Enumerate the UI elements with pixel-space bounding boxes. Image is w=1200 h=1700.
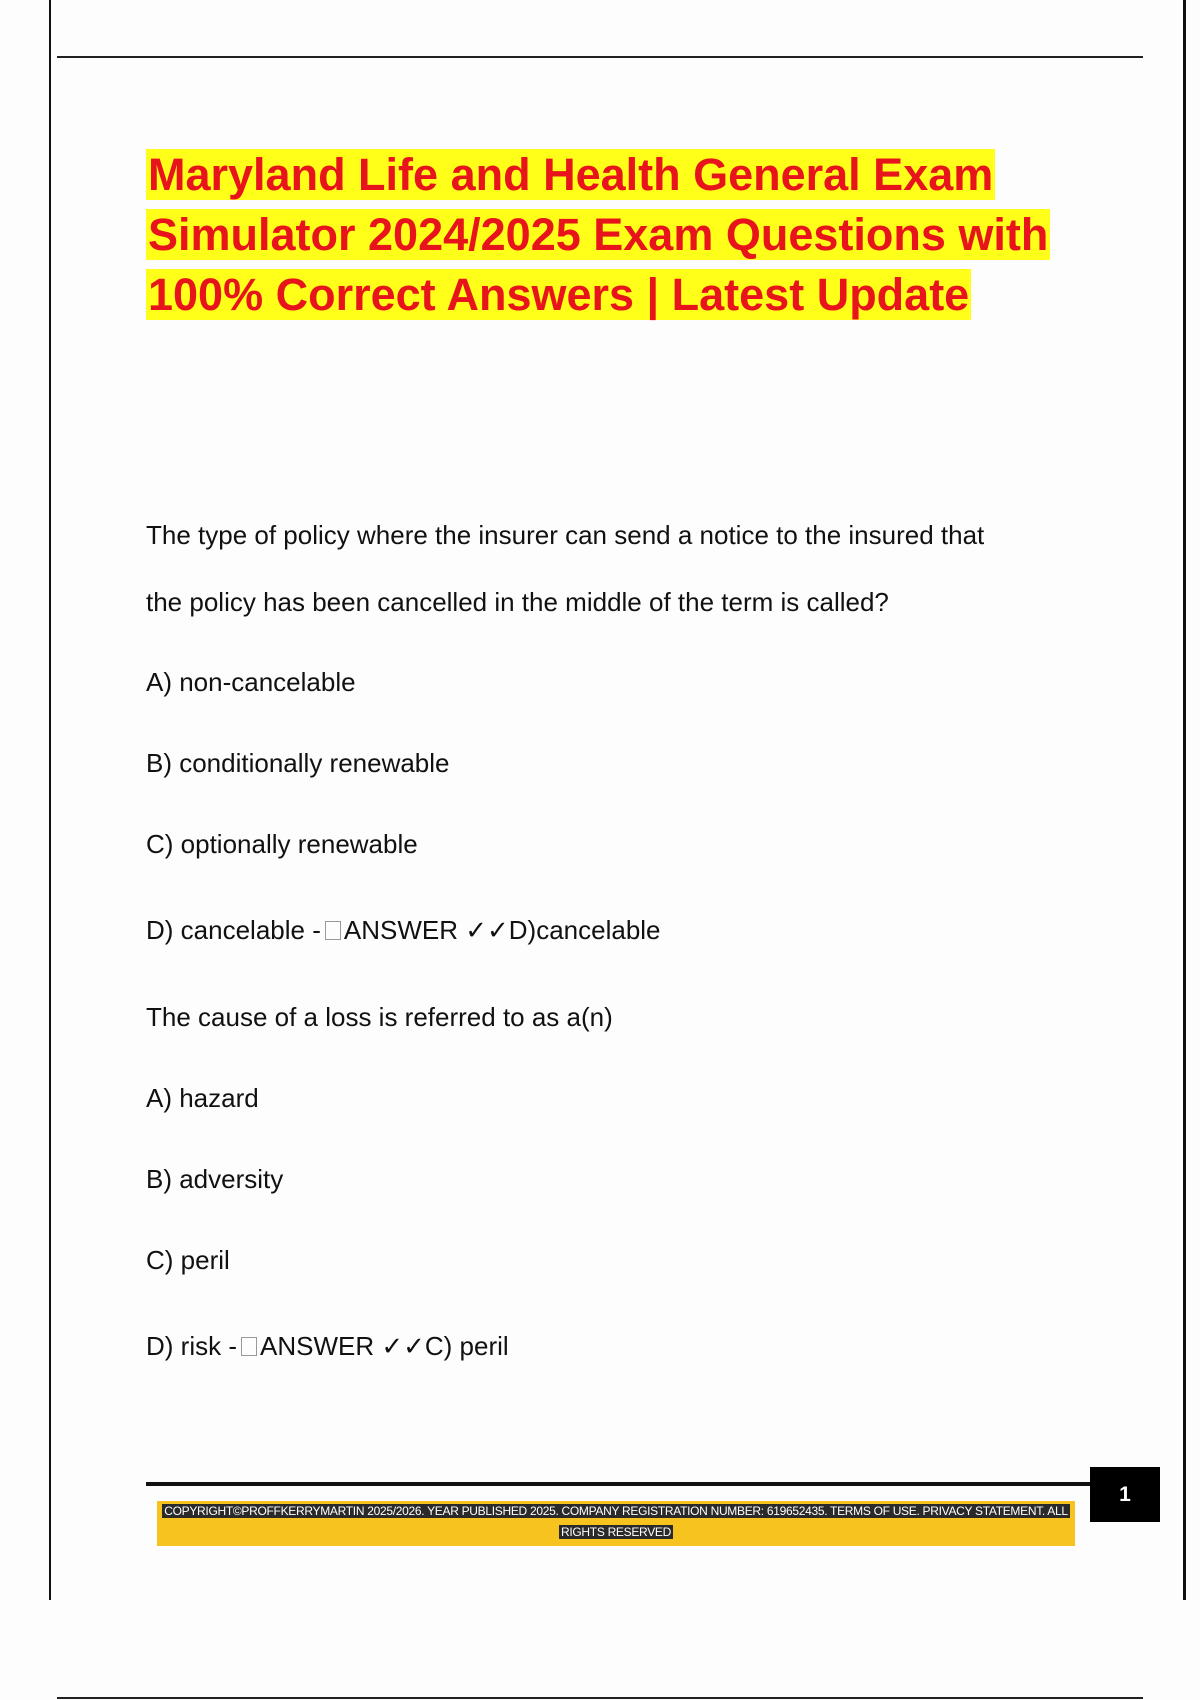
question-1-option-c: C) optionally renewable	[146, 829, 418, 859]
page-border-right	[1183, 0, 1186, 1600]
question-2-text: The cause of a loss is referred to as a(n)	[146, 1002, 613, 1032]
question-2-option-a: A) hazard	[146, 1083, 259, 1113]
page-number: 1	[1090, 1467, 1160, 1522]
question-2-option-d	[146, 1331, 1086, 1418]
question-block-2	[146, 1002, 1086, 1418]
document-title	[146, 145, 1086, 325]
document-title-text: Maryland Life and Health General Exam Simulator 2024/2025 Exam Questions with 100% Correct Answers | Latest Update	[148, 149, 1049, 320]
question-1-line-1: The type of policy where the insurer can send a notice to the insured that	[146, 520, 985, 550]
question-1-option-d	[146, 915, 1086, 1002]
copyright-text: COPYRIGHT©PROFFKERRYMARTIN 2025/2026. YEAR PUBLISHED 2025. COMPANY REGISTRATION NUMBER: 619652435. TERMS OF USE. PRIVACY STATEMENT. ALL RIGHTS RESERVED	[164, 1504, 1068, 1539]
header-rule	[57, 56, 1143, 58]
checkbox-icon	[241, 1337, 257, 1356]
page-border-left	[49, 0, 51, 1600]
question-1-option-d-text: D) cancelable -	[146, 915, 321, 945]
question-block-1	[146, 520, 1086, 1002]
question-2-answer: ANSWER ✓✓C) peril	[259, 1331, 509, 1361]
question-1-answer: ANSWER ✓✓D)cancelable	[343, 915, 661, 945]
checkbox-icon	[325, 921, 341, 940]
footer-rule	[146, 1482, 1090, 1486]
next-page-header-rule	[57, 1697, 1143, 1699]
copyright-notice	[157, 1501, 1075, 1546]
question-1-option-b: B) conditionally renewable	[146, 748, 450, 778]
question-1-line-2: the policy has been cancelled in the middle of the term is called?	[146, 587, 889, 617]
question-1-option-a: A) non-cancelable	[146, 667, 356, 697]
question-2-option-b: B) adversity	[146, 1164, 284, 1194]
question-2-option-c: C) peril	[146, 1245, 230, 1275]
question-2-option-d-text: D) risk -	[146, 1331, 237, 1361]
question-list	[146, 520, 1086, 1418]
